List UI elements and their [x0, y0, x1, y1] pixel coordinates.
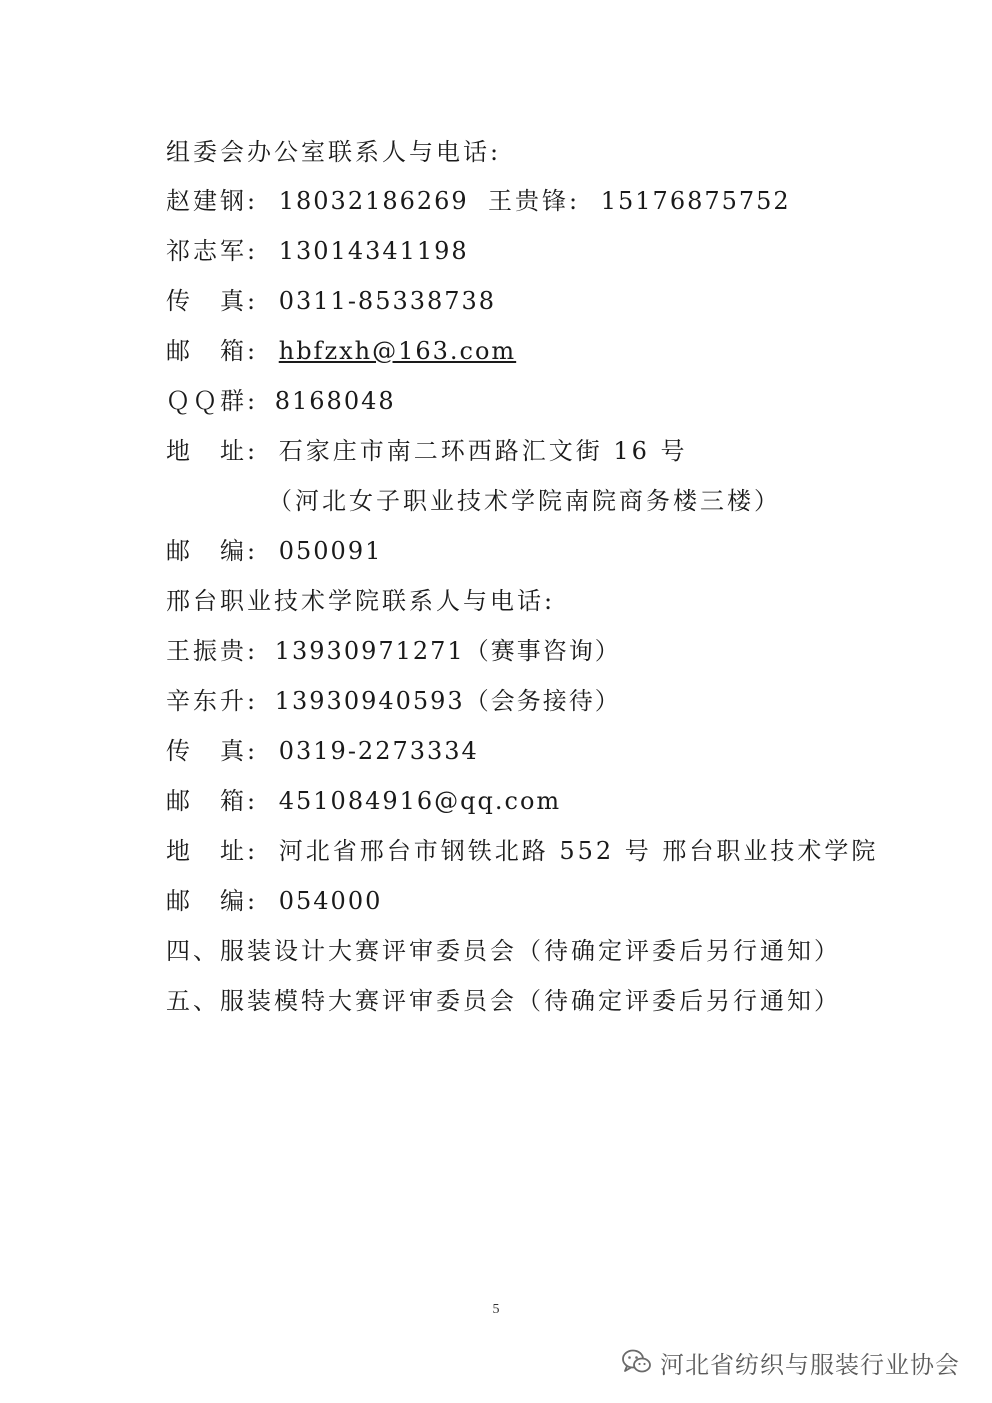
address-row: [166, 836, 878, 866]
address-row: [166, 436, 688, 466]
fax-row: [166, 736, 479, 766]
contact-row-secondary: [488, 186, 791, 216]
xingtai-contacts-heading: [166, 586, 555, 616]
section-text: 五、服装模特大赛评审委员会（待确定评委后另行通知）: [166, 987, 841, 1015]
watermark-text: 河北省纺织与服装行业协会: [660, 1350, 960, 1379]
wechat-watermark: [622, 1345, 960, 1379]
contact-row: [166, 636, 621, 666]
contact-phone: 13930971271（赛事咨询）: [274, 637, 621, 665]
fax-label: 传 真:: [166, 737, 259, 765]
wechat-icon: [622, 1349, 652, 1375]
contact-name: 王振贵:: [166, 637, 259, 665]
address-label: 地 址:: [166, 437, 259, 465]
postcode-value: 054000: [278, 887, 383, 915]
fax-number: 0311-85338738: [278, 287, 497, 315]
email-row: [166, 786, 561, 816]
contact-name: 王贵锋:: [488, 187, 581, 215]
fax-label: 传 真:: [166, 287, 259, 315]
address-value: 石家庄市南二环西路汇文街 16 号: [278, 437, 688, 465]
email-link[interactable]: hbfzxh@163.com: [278, 337, 517, 365]
postcode-value: 050091: [278, 537, 383, 565]
contact-phone: 13014341198: [278, 237, 469, 265]
email-label: 邮 箱:: [166, 787, 259, 815]
address-value: 河北省邢台市钢铁北路 552 号 邢台职业技术学院: [278, 837, 879, 865]
postcode-row: [166, 886, 382, 916]
contact-row: [166, 186, 469, 216]
contact-name: 祁志军:: [166, 237, 259, 265]
contact-phone: 18032186269: [278, 187, 469, 215]
address-label: 地 址:: [166, 837, 259, 865]
section-four-heading: [166, 936, 841, 966]
office-contacts-heading: [166, 137, 501, 167]
postcode-label: 邮 编:: [166, 537, 259, 565]
contact-row: [166, 686, 621, 716]
qq-number: 8168048: [274, 387, 396, 415]
fax-row: [166, 286, 496, 316]
qq-row: [166, 386, 396, 416]
contact-name: 辛东升:: [166, 687, 259, 715]
heading-text: 邢台职业技术学院联系人与电话:: [166, 587, 556, 615]
page-number: 5: [492, 1302, 500, 1317]
section-text: 四、服装设计大赛评审委员会（待确定评委后另行通知）: [166, 937, 841, 965]
email-label: 邮 箱:: [166, 337, 259, 365]
address-row-continued: [268, 486, 781, 516]
heading-text: 组委会办公室联系人与电话:: [166, 138, 502, 166]
address-value: （河北女子职业技术学院南院商务楼三楼）: [268, 487, 781, 515]
section-five-heading: [166, 986, 841, 1016]
contact-phone: 15176875752: [600, 187, 791, 215]
email-value: 451084916@qq.com: [278, 787, 562, 815]
fax-number: 0319-2273334: [278, 737, 479, 765]
postcode-row: [166, 536, 382, 566]
email-row: [166, 336, 516, 366]
contact-name: 赵建钢:: [166, 187, 259, 215]
qq-label: ＱＱ群:: [166, 387, 259, 415]
contact-row: [166, 236, 469, 266]
postcode-label: 邮 编:: [166, 887, 259, 915]
contact-phone: 13930940593（会务接待）: [274, 687, 621, 715]
